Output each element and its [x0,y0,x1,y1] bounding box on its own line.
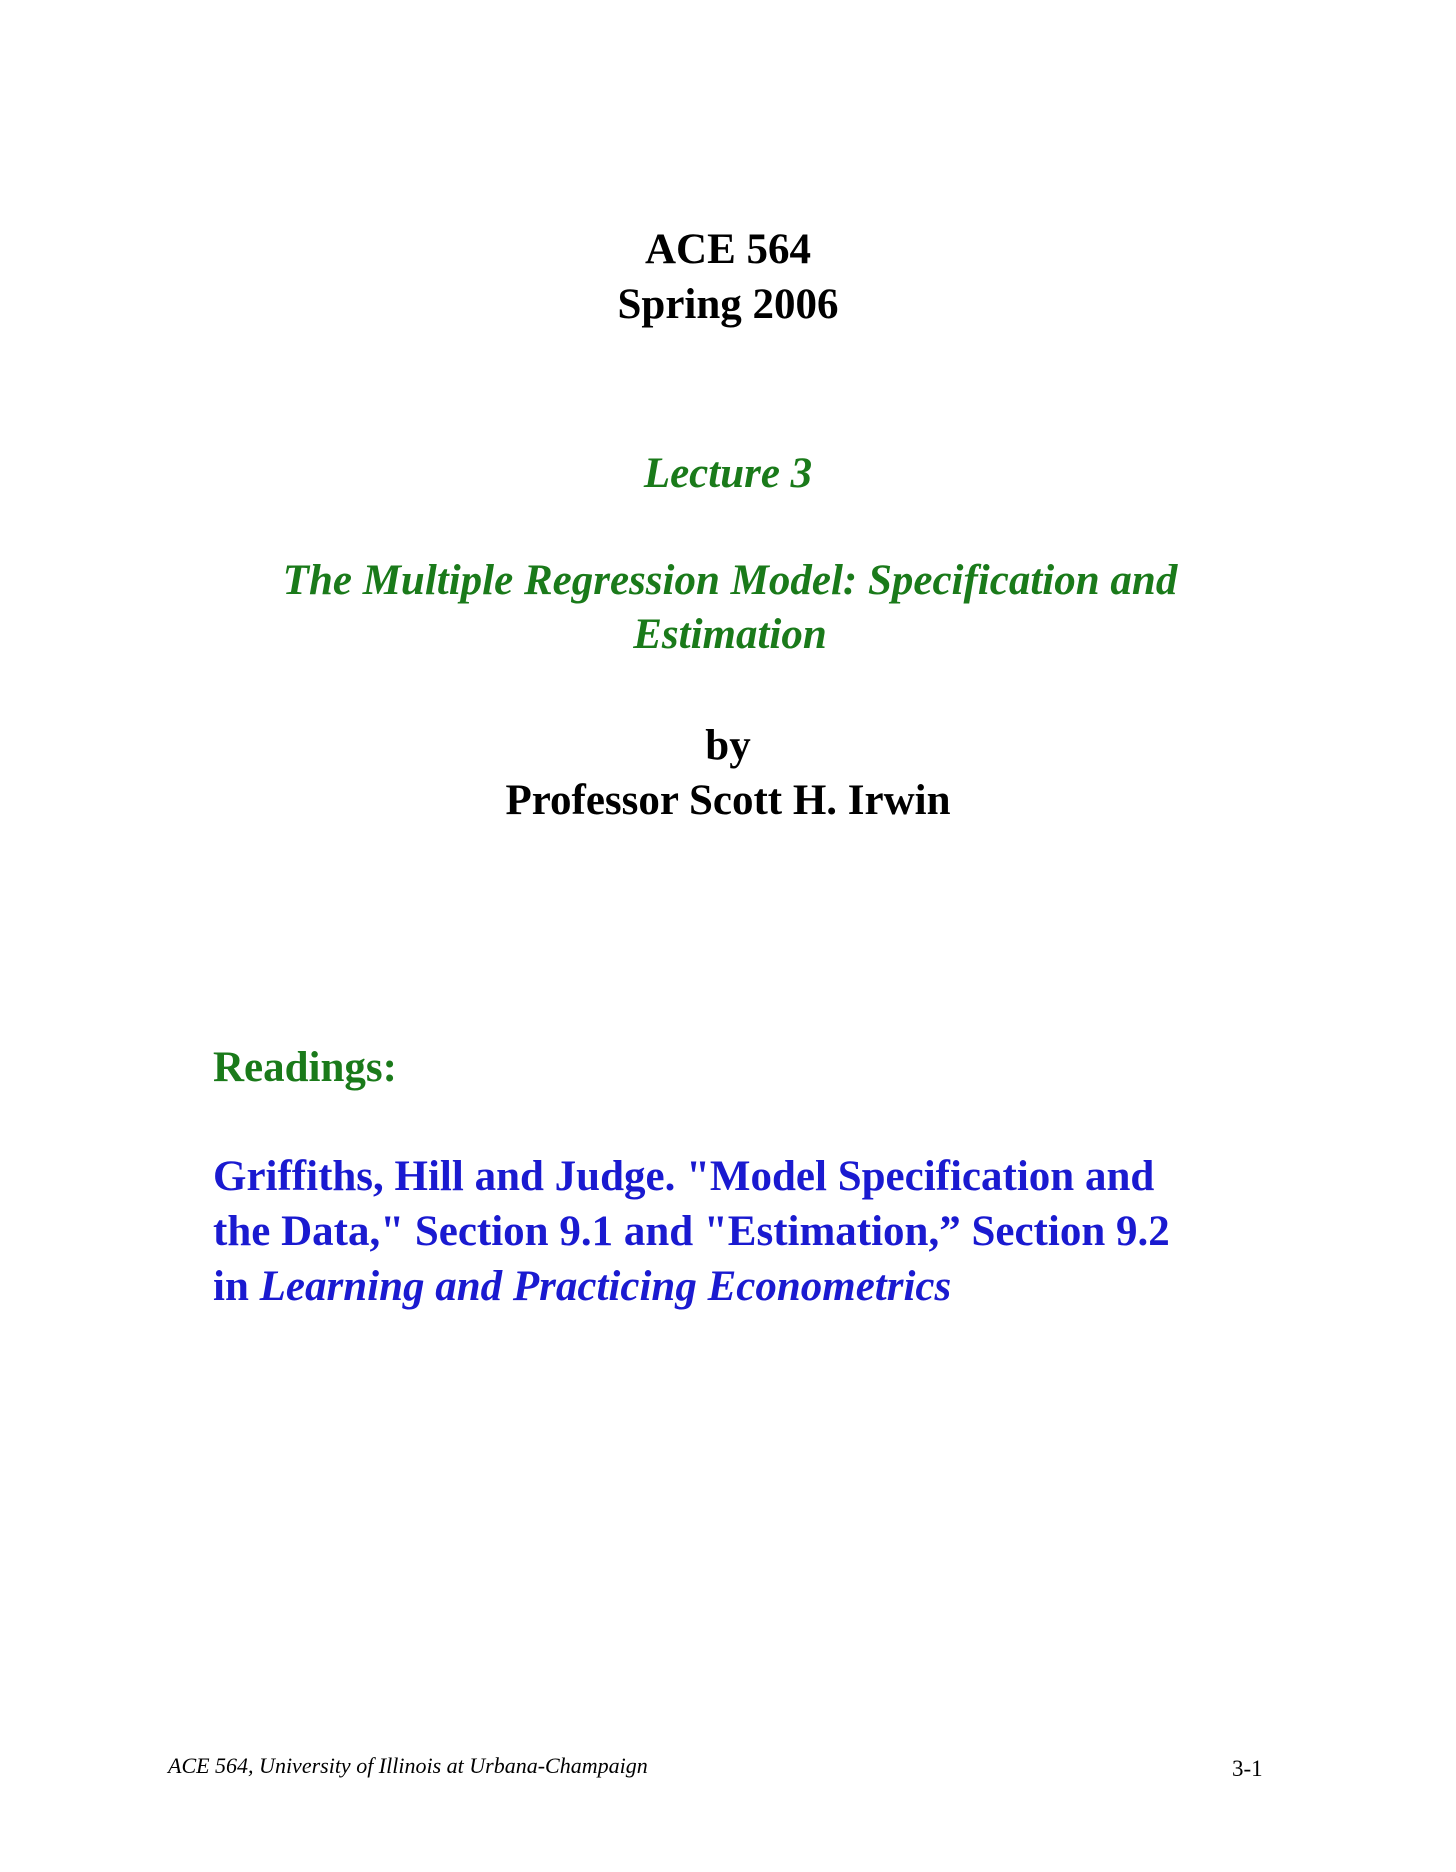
lecture-title-line-1: The Multiple Regression Model: Specification and [282,557,1178,604]
footer-source: ACE 564, University of Illinois at Urbana-Champaign [168,1753,648,1778]
readings-heading: Readings: [213,1044,397,1091]
course-code: ACE 564 [644,226,812,273]
course-term: Spring 2006 [617,281,839,328]
course-header [0,222,1456,332]
readings-citation [213,1149,1293,1314]
readings-line-3 [213,1259,1293,1314]
book-title: Learning and Practicing Econometrics [259,1263,952,1310]
lecture-title-line-2: Estimation [633,611,827,658]
lecture-title [230,554,1230,662]
readings-line-1: Griffiths, Hill and Judge. "Model Specification and [213,1153,1155,1200]
readings-line-2: the Data," Section 9.1 and "Estimation,” Section 9.2 [213,1208,1170,1255]
readings-line-3-prefix: in [213,1263,260,1310]
lecture-number: Lecture 3 [643,450,813,497]
byline-by: by [705,722,751,769]
author-name: Professor Scott H. Irwin [505,777,951,824]
byline [0,718,1456,828]
page-number: 3-1 [1232,1756,1263,1781]
